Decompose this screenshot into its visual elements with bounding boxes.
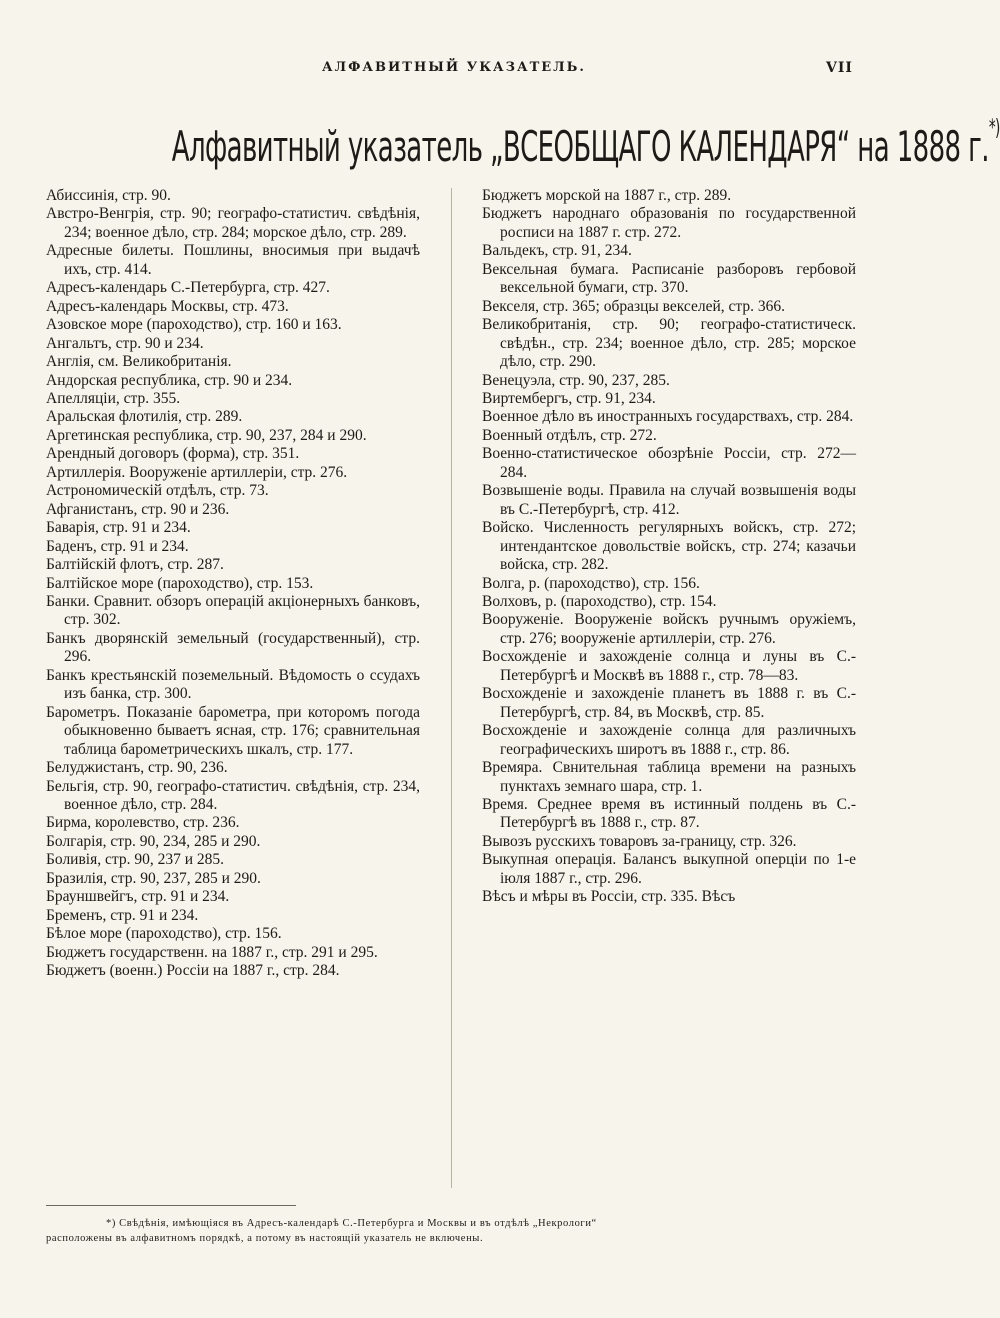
- index-entry: Болгарія, стр. 90, 234, 285 и 290.: [46, 832, 261, 850]
- index-entry: Балтійскій флотъ, стр. 287.: [46, 556, 224, 574]
- page-title-text: Алфавитный указатель „ВСЕОБЩАГО КАЛЕНДАРЯ“ на 1888 г.: [171, 122, 989, 171]
- index-entry: Вывозъ русскихъ товаровъ за-границу, стр. 326.: [482, 832, 797, 850]
- index-entry: Вѣсъ и мѣры въ Россіи, стр. 335. Вѣсъ: [482, 888, 736, 906]
- index-entry: Бюджетъ народнаго образованія по государственной росписи на 1887 г. стр. 272.: [482, 205, 856, 241]
- index-entry: Возвышеніе воды. Правила на случай возвышенія воды въ С.-Петербургѣ, стр. 412.: [482, 482, 856, 518]
- index-entry: Австро-Венгрія, стр. 90; географо-статистич. свѣдѣнія, 234; военное дѣло, стр. 284; морское дѣло, стр. 289.: [46, 205, 420, 241]
- index-entry: Военно-статистическое обозрѣніе Россіи, стр. 272—284.: [482, 445, 856, 481]
- index-entry: Баденъ, стр. 91 и 234.: [46, 537, 189, 555]
- index-entry: Афганистанъ, стр. 90 и 236.: [46, 500, 230, 518]
- index-entry: Бюджетъ (военн.) Россіи на 1887 г., стр. 284.: [46, 962, 340, 980]
- index-entry: Великобританія, стр. 90; географо-статистическ. свѣдѣн., стр. 234; военное дѣло, стр. 285; морское дѣло, стр. 290.: [482, 316, 856, 371]
- footnote: [46, 1216, 866, 1246]
- index-entry: Вооруженіе. Вооруженіе войскъ ручнымъ оружіемъ, стр. 276; вооруженіе артиллеріи, стр. 276.: [482, 611, 856, 647]
- index-entry: Бѣлое море (пароходство), стр. 156.: [46, 925, 282, 943]
- index-entry: Адресъ-календарь С.-Петербурга, стр. 427.: [46, 279, 330, 297]
- index-column-right: [482, 187, 856, 907]
- index-entry: Венецуэла, стр. 90, 237, 285.: [482, 371, 670, 389]
- index-entry: Векселя, стр. 365; образцы векселей, стр. 366.: [482, 297, 785, 315]
- running-title: АЛФАВИТНЫЙ УКАЗАТЕЛЬ.: [322, 60, 586, 75]
- index-entry: Апелляціи, стр. 355.: [46, 389, 181, 407]
- index-column-left: [46, 187, 420, 980]
- index-entry: Адресъ-календарь Москвы, стр. 473.: [46, 297, 289, 315]
- index-entry: Брауншвейгъ, стр. 91 и 234.: [46, 888, 230, 906]
- index-entry: Времяра. Свнительная таблица времени на разныхъ пунктахъ земнаго шара, стр. 1.: [482, 759, 856, 795]
- index-entry: Бирма, королевство, стр. 236.: [46, 814, 240, 832]
- index-entry: Волховъ, р. (пароходство), стр. 154.: [482, 592, 717, 610]
- index-entry: Бразилія, стр. 90, 237, 285 и 290.: [46, 869, 261, 887]
- index-entry: Бюджетъ государственн. на 1887 г., стр. 291 и 295.: [46, 943, 378, 961]
- index-entry: Выкупная операція. Балансъ выкупной оперціи по 1-е іюля 1887 г., стр. 296.: [482, 851, 856, 887]
- column-divider: [451, 188, 452, 1188]
- index-entry: Банкъ крестьянскій поземельный. Вѣдомость о ссудахъ изъ банка, стр. 300.: [46, 666, 420, 703]
- index-entry: Балтійское море (пароходство), стр. 153.: [46, 574, 314, 592]
- index-entry: Военный отдѣлъ, стр. 272.: [482, 426, 657, 444]
- index-entry: Волга, р. (пароходство), стр. 156.: [482, 574, 700, 592]
- index-entry: Белуджистанъ, стр. 90, 236.: [46, 759, 228, 777]
- index-entry: Боливія, стр. 90, 237 и 285.: [46, 851, 224, 869]
- index-entry: Восхожденіе и захожденіе солнца и луны въ С.-Петербургѣ и Москвѣ въ 1888 г., стр. 78—83.: [482, 648, 856, 684]
- index-entry: Вальдекъ, стр. 91, 234.: [482, 242, 632, 260]
- index-entry: Время. Среднее время въ истинный полдень въ С.-Петербургѣ въ 1888 г., стр. 87.: [482, 795, 856, 832]
- title-footnote-mark: *): [988, 116, 1000, 141]
- index-entry: Восхожденіе и захожденіе планетъ въ 1888 г. въ С.-Петербургѣ, стр. 84, въ Москвѣ, стр. 85.: [482, 685, 856, 721]
- index-entry: Бюджетъ морской на 1887 г., стр. 289.: [482, 187, 732, 204]
- index-entry: Арендный договоръ (форма), стр. 351.: [46, 445, 300, 463]
- index-entry: Астрономическій отдѣлъ, стр. 73.: [46, 482, 269, 500]
- footnote-rule: [46, 1205, 296, 1206]
- index-entry: Аргетинская республика, стр. 90, 237, 284 и 290.: [46, 426, 367, 444]
- index-entry: Банки. Сравнит. обзоръ операцій акціонерныхъ банковъ, стр. 302.: [46, 592, 420, 629]
- index-entry: Аральская флотилія, стр. 289.: [46, 408, 243, 426]
- page-number: VII: [826, 60, 853, 76]
- index-entry: Азовское море (пароходство), стр. 160 и 163.: [46, 316, 342, 334]
- footnote-line-2: расположены въ алфавитномъ порядкѣ, а потому въ настоящій указатель не включены.: [46, 1233, 484, 1244]
- index-entry: Бельгія, стр. 90, географо-статистич. свѣдѣнія, стр. 234, военное дѣло, стр. 284.: [46, 777, 420, 813]
- index-entry: Англія, см. Великобританія.: [46, 353, 232, 371]
- index-entry: Войско. Численность регулярныхъ войскъ, стр. 272; интендантское довольствіе войскъ, стр. 274; казачьи войска, стр. 282.: [482, 519, 856, 574]
- index-entry: Военное дѣло въ иностранныхъ государствахъ, стр. 284.: [482, 408, 854, 426]
- index-entry: Барометръ. Показаніе барометра, при которомъ погода обыкновенно бываетъ ясная, стр. 176; сравнительная таблица барометрическихъ шкалъ, стр. 177.: [46, 703, 420, 758]
- index-entry: Вексельная бумага. Расписаніе разборовъ гербовой вексельной бумаги, стр. 370.: [482, 260, 856, 297]
- index-entry: Адресные билеты. Пошлины, вносимыя при выдачѣ ихъ, стр. 414.: [46, 242, 420, 278]
- index-entry: Ангальтъ, стр. 90 и 234.: [46, 334, 204, 352]
- page-header: [0, 60, 961, 80]
- index-entry: Андорская республика, стр. 90 и 234.: [46, 371, 293, 389]
- index-entry: Банкъ дворянскій земельный (государственный), стр. 296.: [46, 629, 420, 666]
- index-entry: Виртембергъ, стр. 91, 234.: [482, 389, 656, 407]
- index-entry: Баварія, стр. 91 и 234.: [46, 519, 191, 537]
- index-entry: Бременъ, стр. 91 и 234.: [46, 906, 199, 924]
- footnote-line-1: *) Свѣдѣнія, имѣющіяся въ Адресъ-календарѣ С.-Петербурга и Москвы и въ отдѣлѣ „Некрологи“: [106, 1218, 597, 1229]
- index-entry: Абиссинія, стр. 90.: [46, 187, 171, 204]
- index-entry: Артиллерія. Вооруженіе артиллеріи, стр. 276.: [46, 463, 348, 481]
- page-title: [171, 114, 1000, 180]
- index-entry: Восхожденіе и захожденіе солнца для различныхъ географическихъ широтъ въ 1888 г., стр. 86.: [482, 722, 856, 758]
